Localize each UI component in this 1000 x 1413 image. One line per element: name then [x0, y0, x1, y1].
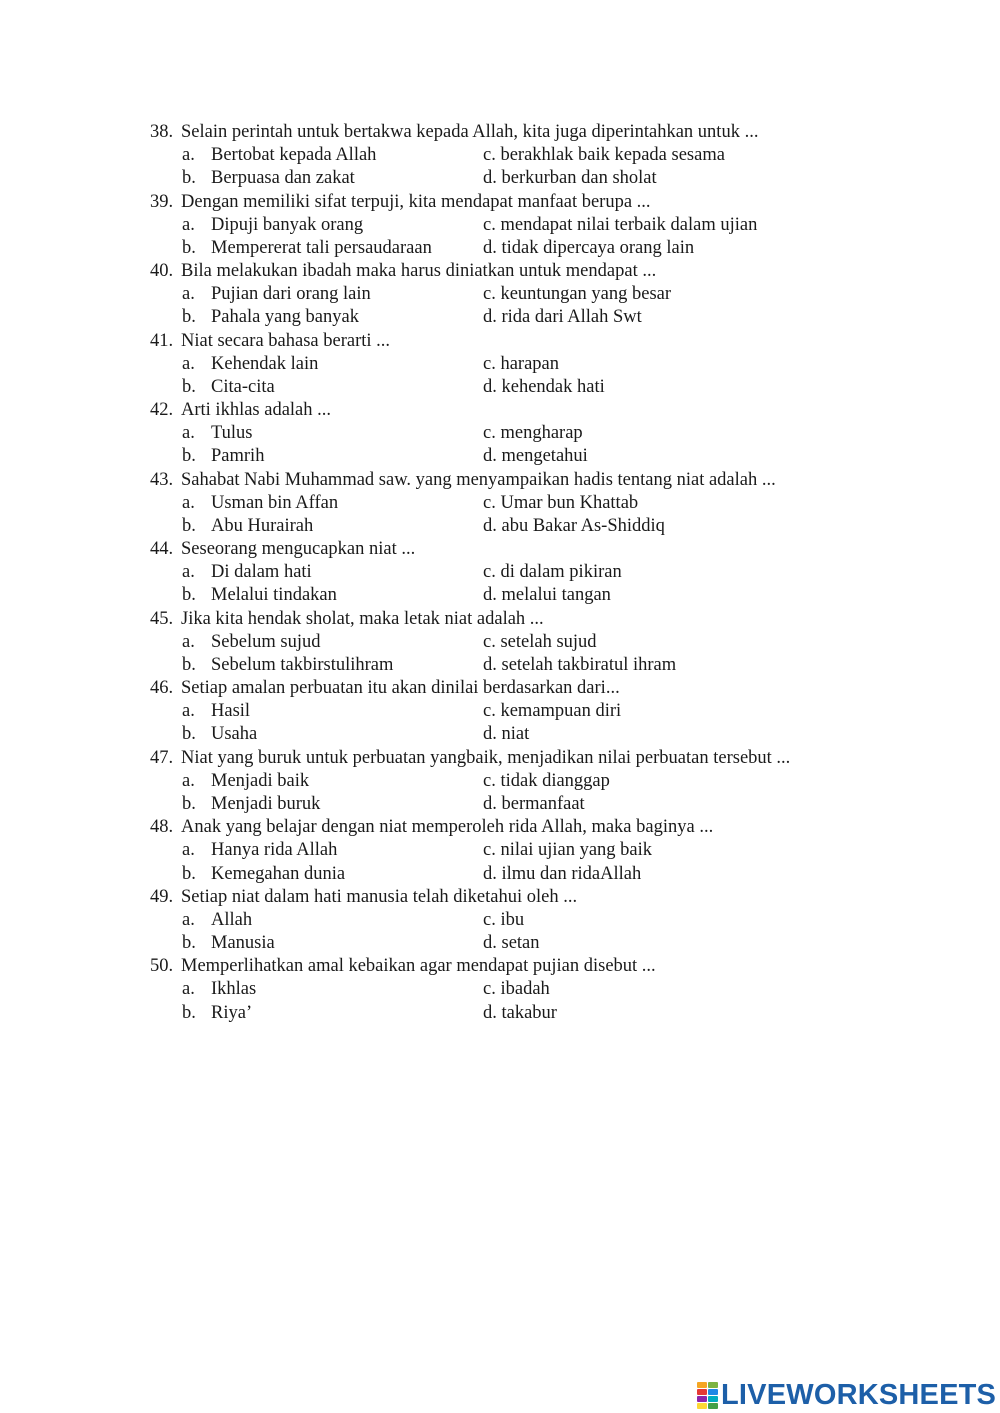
option-letter: b. — [182, 446, 196, 467]
option-text: mengetahui — [501, 446, 588, 467]
option-text: Kehendak lain — [211, 353, 319, 374]
option-text: bermanfaat — [501, 793, 585, 814]
option-text: mendapat nilai terbaik dalam ujian — [500, 214, 758, 235]
option-letter: d. — [483, 168, 497, 189]
option-letter: c. — [483, 145, 496, 166]
option-d — [483, 723, 529, 746]
option-c — [483, 283, 671, 306]
question-40 — [150, 260, 870, 283]
question-number: 50. — [150, 956, 174, 977]
option-b — [182, 654, 393, 677]
option-letter: b. — [182, 933, 196, 954]
option-text: Di dalam hati — [211, 562, 312, 583]
option-row — [150, 793, 870, 816]
option-letter: d. — [483, 446, 497, 467]
option-text: Mempererat tali persaudaraan — [211, 237, 432, 258]
question-39 — [150, 191, 870, 214]
option-d — [483, 515, 665, 538]
option-text: tidak dipercaya orang lain — [501, 237, 695, 258]
option-text: Umar bun Khattab — [500, 492, 639, 513]
option-row — [150, 932, 870, 955]
question-38 — [150, 121, 870, 144]
option-d — [483, 584, 611, 607]
question-41 — [150, 330, 870, 353]
option-d — [483, 1002, 557, 1025]
option-row — [150, 909, 870, 932]
option-d — [483, 167, 657, 190]
option-letter: c. — [483, 353, 496, 374]
question-49 — [150, 886, 870, 909]
option-text: di dalam pikiran — [500, 562, 622, 583]
option-text: setelah sujud — [500, 631, 597, 652]
question-number: 48. — [150, 817, 174, 838]
question-text: Setiap niat dalam hati manusia telah diketahui oleh ... — [181, 886, 578, 907]
option-text: Dipuji banyak orang — [211, 214, 364, 235]
option-letter: a. — [182, 701, 195, 722]
liveworksheets-logo-icon — [697, 1381, 719, 1409]
option-a — [182, 839, 337, 862]
option-text: Usaha — [211, 724, 258, 745]
option-row — [150, 167, 870, 190]
option-b — [182, 584, 337, 607]
question-number: 47. — [150, 747, 174, 768]
option-letter: c. — [483, 701, 496, 722]
option-row — [150, 584, 870, 607]
option-text: harapan — [500, 353, 560, 374]
option-letter: c. — [483, 909, 496, 930]
question-text: Dengan memiliki sifat terpuji, kita mendapat manfaat berupa ... — [181, 191, 651, 212]
question-text: Sahabat Nabi Muhammad saw. yang menyampaikan hadis tentang niat adalah ... — [181, 469, 776, 490]
option-text: Kemegahan dunia — [211, 863, 346, 884]
option-letter: d. — [483, 724, 497, 745]
question-text: Niat secara bahasa berarti ... — [181, 330, 391, 351]
option-text: mengharap — [500, 423, 583, 444]
question-43 — [150, 469, 870, 492]
question-number: 44. — [150, 539, 174, 560]
option-text: Allah — [211, 909, 253, 930]
option-b — [182, 1002, 252, 1025]
option-b — [182, 167, 355, 190]
option-letter: b. — [182, 307, 196, 328]
option-a — [182, 144, 376, 167]
option-a — [182, 909, 252, 932]
option-row — [150, 515, 870, 538]
option-letter: d. — [483, 793, 497, 814]
option-row — [150, 237, 870, 260]
option-letter: d. — [483, 376, 497, 397]
question-text: Setiap amalan perbuatan itu akan dinilai berdasarkan dari... — [181, 678, 620, 699]
option-row — [150, 144, 870, 167]
option-letter: d. — [483, 933, 497, 954]
question-50 — [150, 955, 870, 978]
question-text: Bila melakukan ibadah maka harus diniatkan untuk mendapat ... — [181, 261, 657, 282]
option-text: Sebelum sujud — [211, 631, 321, 652]
option-letter: c. — [483, 631, 496, 652]
option-c — [483, 422, 583, 445]
question-number: 41. — [150, 330, 174, 351]
option-letter: b. — [182, 654, 196, 675]
option-letter: a. — [182, 492, 195, 513]
option-a — [182, 492, 338, 515]
option-a — [182, 561, 312, 584]
option-letter: a. — [182, 979, 195, 1000]
option-letter: d. — [483, 863, 497, 884]
option-letter: a. — [182, 770, 195, 791]
question-45 — [150, 608, 870, 631]
option-text: Menjadi baik — [211, 770, 310, 791]
option-letter: d. — [483, 237, 497, 258]
option-text: Pahala yang banyak — [211, 307, 359, 328]
option-letter: b. — [182, 863, 196, 884]
option-b — [182, 793, 320, 816]
option-row — [150, 723, 870, 746]
option-text: rida dari Allah Swt — [501, 307, 642, 328]
question-number: 38. — [150, 122, 174, 142]
question-text: Jika kita hendak sholat, maka letak niat adalah ... — [181, 608, 544, 629]
option-letter: a. — [182, 284, 195, 305]
option-d — [483, 793, 585, 816]
option-text: ibu — [500, 909, 525, 930]
option-letter: a. — [182, 909, 195, 930]
option-b — [182, 932, 275, 955]
option-b — [182, 723, 257, 746]
option-text: tidak dianggap — [500, 770, 610, 791]
question-number: 42. — [150, 400, 174, 421]
option-d — [483, 863, 641, 886]
option-letter: c. — [483, 979, 496, 1000]
question-number: 40. — [150, 261, 174, 282]
option-letter: c. — [483, 214, 496, 235]
option-text: Melalui tindakan — [211, 585, 337, 606]
option-letter: a. — [182, 840, 195, 861]
question-number: 45. — [150, 608, 174, 629]
option-text: berkurban dan sholat — [501, 168, 657, 189]
option-letter: b. — [182, 376, 196, 397]
question-42 — [150, 399, 870, 422]
option-row — [150, 445, 870, 468]
option-row — [150, 214, 870, 237]
option-letter: c. — [483, 492, 496, 513]
option-row — [150, 376, 870, 399]
option-c — [483, 839, 652, 862]
option-letter: c. — [483, 770, 496, 791]
option-text: kemampuan diri — [500, 701, 622, 722]
option-row — [150, 353, 870, 376]
option-c — [483, 561, 622, 584]
option-d — [483, 932, 540, 955]
option-row — [150, 863, 870, 886]
option-letter: a. — [182, 353, 195, 374]
option-row — [150, 631, 870, 654]
question-46 — [150, 677, 870, 700]
question-number: 49. — [150, 886, 174, 907]
option-text: Cita-cita — [211, 376, 275, 397]
option-letter: d. — [483, 307, 497, 328]
option-text: Menjadi buruk — [211, 793, 321, 814]
question-number: 46. — [150, 678, 174, 699]
question-text: Niat yang buruk untuk perbuatan yangbaik, menjadikan nilai perbuatan tersebut ... — [181, 747, 791, 768]
option-text: ibadah — [500, 979, 550, 1000]
option-row — [150, 422, 870, 445]
option-letter: a. — [182, 423, 195, 444]
question-text: Selain perintah untuk bertakwa kepada Allah, kita juga diperintahkan untuk ... — [181, 122, 759, 142]
option-b — [182, 863, 345, 886]
option-letter: b. — [182, 168, 196, 189]
question-text: Memperlihatkan amal kebaikan agar mendapat pujian disebut ... — [181, 956, 656, 977]
worksheet — [150, 121, 870, 1025]
option-text: Pujian dari orang lain — [211, 284, 371, 305]
option-letter: b. — [182, 585, 196, 606]
option-letter: c. — [483, 284, 496, 305]
option-b — [182, 237, 432, 260]
question-number: 43. — [150, 469, 174, 490]
option-row — [150, 978, 870, 1001]
option-row — [150, 654, 870, 677]
option-text: Bertobat kepada Allah — [211, 145, 377, 166]
option-c — [483, 353, 559, 376]
option-text: berakhlak baik kepada sesama — [500, 145, 725, 166]
option-text: kehendak hati — [501, 376, 605, 397]
liveworksheets-brand: LIVEWORKSHEETS — [721, 1378, 997, 1411]
option-text: setan — [501, 933, 540, 954]
option-text: ilmu dan ridaAllah — [501, 863, 642, 884]
option-row — [150, 1002, 870, 1025]
option-a — [182, 214, 363, 237]
option-row — [150, 561, 870, 584]
option-text: Abu Hurairah — [211, 515, 314, 536]
option-text: takabur — [501, 1002, 557, 1023]
option-a — [182, 283, 371, 306]
option-c — [483, 770, 610, 793]
option-letter: b. — [182, 237, 196, 258]
option-text: Manusia — [211, 933, 275, 954]
option-text: Hasil — [211, 701, 251, 722]
option-c — [483, 214, 757, 237]
option-d — [483, 237, 694, 260]
option-letter: b. — [182, 1002, 196, 1023]
option-b — [182, 376, 275, 399]
question-text: Arti ikhlas adalah ... — [181, 400, 332, 421]
option-letter: a. — [182, 145, 195, 166]
option-text: Pamrih — [211, 446, 265, 467]
question-number: 39. — [150, 191, 174, 212]
question-text: Anak yang belajar dengan niat memperoleh rida Allah, maka baginya ... — [181, 817, 714, 838]
option-row — [150, 306, 870, 329]
option-text: Hanya rida Allah — [211, 840, 338, 861]
option-letter: d. — [483, 1002, 497, 1023]
liveworksheets-logo — [697, 1378, 996, 1412]
option-text: Berpuasa dan zakat — [211, 168, 355, 189]
option-letter: d. — [483, 654, 497, 675]
option-d — [483, 306, 642, 329]
option-letter: a. — [182, 631, 195, 652]
question-48 — [150, 816, 870, 839]
option-letter: d. — [483, 515, 497, 536]
option-row — [150, 839, 870, 862]
option-c — [483, 978, 550, 1001]
option-c — [483, 700, 621, 723]
option-c — [483, 631, 597, 654]
option-letter: c. — [483, 840, 496, 861]
option-letter: c. — [483, 423, 496, 444]
option-a — [182, 631, 320, 654]
option-row — [150, 770, 870, 793]
option-a — [182, 422, 253, 445]
option-c — [483, 909, 524, 932]
option-letter: b. — [182, 515, 196, 536]
option-row — [150, 492, 870, 515]
question-47 — [150, 747, 870, 770]
option-a — [182, 700, 250, 723]
option-letter: d. — [483, 585, 497, 606]
option-b — [182, 306, 359, 329]
option-letter: b. — [182, 793, 196, 814]
option-c — [483, 144, 725, 167]
option-letter: c. — [483, 562, 496, 583]
option-text: abu Bakar As-Shiddiq — [501, 515, 665, 536]
option-text: keuntungan yang besar — [500, 284, 672, 305]
option-text: nilai ujian yang baik — [500, 840, 653, 861]
option-d — [483, 445, 588, 468]
option-text: Tulus — [211, 423, 253, 444]
option-text: Usman bin Affan — [211, 492, 339, 513]
option-text: niat — [501, 724, 530, 745]
option-letter: b. — [182, 724, 196, 745]
option-b — [182, 445, 264, 468]
option-row — [150, 283, 870, 306]
option-text: melalui tangan — [501, 585, 611, 606]
option-a — [182, 770, 309, 793]
option-d — [483, 654, 676, 677]
option-text: setelah takbiratul ihram — [501, 654, 677, 675]
option-row — [150, 700, 870, 723]
option-d — [483, 376, 605, 399]
option-text: Sebelum takbirstulihram — [211, 654, 394, 675]
option-letter: a. — [182, 214, 195, 235]
option-c — [483, 492, 638, 515]
question-text: Seseorang mengucapkan niat ... — [181, 539, 416, 560]
option-a — [182, 978, 256, 1001]
question-44 — [150, 538, 870, 561]
option-text: Riya’ — [211, 1002, 253, 1023]
option-text: Ikhlas — [211, 979, 257, 1000]
option-letter: a. — [182, 562, 195, 583]
option-b — [182, 515, 313, 538]
option-a — [182, 353, 318, 376]
